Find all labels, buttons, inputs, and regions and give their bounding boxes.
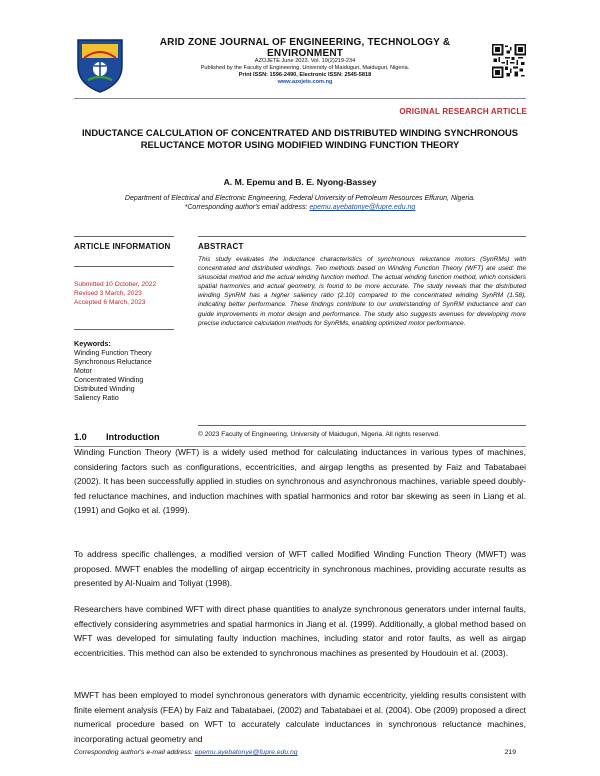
corresponding-email-link[interactable]: epemu.ayebatonye@fupre.edu.ng <box>309 204 416 211</box>
page-number: 219 <box>504 749 516 756</box>
abstract-bottom-rule <box>198 425 526 426</box>
abstract-heading: ABSTRACT <box>198 242 244 251</box>
keyword: Winding Function Theory <box>74 350 152 357</box>
journal-title: ARID ZONE JOURNAL OF ENGINEERING, TECHNOLOGY & ENVIRONMENT <box>159 37 451 59</box>
body-paragraph: Researchers have combined WFT with direct phase quantities to analyze synchronous generators under internal faults, effectively considering asymmetries and spatial harmonics in Jiang et al. (1999). Additionally, a global method based on WFT was developed for simulating faulty induction machines, including stator and rotor faults, as well as airgap eccentricities. This method can also be extended to synchronous machines as presented by Houdouin et al. (2003). <box>74 604 526 658</box>
authors: A. M. Epemu and B. E. Nyong-Bassey <box>223 177 377 187</box>
dates-rule <box>74 329 174 330</box>
keyword: Synchronous Reluctance <box>74 359 152 366</box>
article-type: ORIGINAL RESEARCH ARTICLE <box>399 107 527 116</box>
qr-code-icon <box>492 44 526 78</box>
info-heading-rule <box>74 266 174 267</box>
body-paragraph: Winding Function Theory (WFT) is a widely used method for calculating inductances in various types of machines, considering factors such as configurations, eccentricities, and airgap lengths as presented by Faiz and Tabatabaei (2002). It has been successfully applied in studies on synchronous and asynchronous machines, variable speed doubly-fed reluctance machines, and induction machines with spatial harmonics and rotor bar skewing as seen in Liang et al. (1991) and Gojko et al. (1999). <box>74 447 526 515</box>
corresponding-label: *Corresponding author's email address: <box>184 204 308 211</box>
footer-label: Corresponding author's e-mail address: <box>74 749 193 756</box>
keyword: Distributed Winding <box>74 386 135 393</box>
issue-line: AZOJETE June 2023. Vol. 19(2)219-234 <box>254 58 356 64</box>
website-link[interactable]: www.azojete.com.ng <box>277 79 333 85</box>
paper-title: INDUCTANCE CALCULATION OF CONCENTRATED AND DISTRIBUTED WINDING SYNCHRONOUS RELUCTANCE MOTOR USING MODIFIED WINDING FUNCTION THEORY <box>81 127 519 150</box>
submitted-date: Submitted 10 October, 2022 <box>74 281 157 288</box>
section-title: Introduction <box>106 432 160 442</box>
article-info-heading: ARTICLE INFORMATION <box>74 242 171 251</box>
section-heading <box>74 432 160 442</box>
article-dates <box>74 280 204 307</box>
body-paragraph: To address specific challenges, a modified version of WFT called Modified Winding Function Theory (MWFT) was proposed. MWFT enables the modelling of airgap eccentricity in synchronous machines, providing accurate results as presented by Al-Nuaim and Toliyat (1998). <box>74 549 526 588</box>
info-top-rule <box>74 236 174 237</box>
keyword: Concentrated Winding <box>74 377 144 384</box>
keywords-list <box>74 349 204 403</box>
issn-line: Print ISSN: 1596-2490, Electronic ISSN: 2545-5818 <box>238 72 372 78</box>
copyright-notice: © 2023 Faculty of Engineering, University of Maiduguri, Nigeria. All rights reserved. <box>198 431 440 438</box>
section-number: 1.0 <box>74 432 87 442</box>
header-divider <box>74 98 526 99</box>
publisher-line: Published by the Faculty of Engineering, University of Maiduguri, Maiduguri, Nigeria. <box>200 65 410 71</box>
footer-email-link[interactable]: epemu.ayebatonye@fupre.edu.ng <box>194 749 298 756</box>
accepted-date: Accepted 6 March, 2023 <box>74 299 146 306</box>
page-footer <box>74 749 526 756</box>
publication-info <box>140 58 470 86</box>
body-paragraph: MWFT has been employed to model synchronous generators with dynamic eccentricity, yielding results consistent with finite element analysis (FEA) by Faiz and Tabatabaei, (2002) and Tabatabaei et al. (2004). Obe (2009) proposed a direct numerical procedure based on WFT to accurately calculate inductances in synchronous reluctance machines, incorporating actual geometry and <box>74 690 526 744</box>
affiliation: Department of Electrical and Electronic Engineering, Federal University of Petroleum Resources Effurun, Nigeria. <box>124 195 476 202</box>
abstract-text: This study evaluates the inductance characteristics of synchronous reluctance motors (SynRMs) with concentrated and distributed windings. Two methods based on Winding Function Theory (WFT) are used: the sinusoidal method and the actual winding function method. The actual winding function method, which considers spatial harmonics and actual geometry, is found to be more accurate. The study reveals that the distributed winding SynRM has a higher saliency ratio (2.10) compared to the concentrated winding SynRM (1.58), indicating better performance. These findings contribute to our understanding of SynRM inductance and can guide improvements in motor design and performance. The study also suggests avenues for developing more precise inductance calculation methods for SynRMs, enabling optimized motor performance. <box>198 256 526 327</box>
revised-date: Revised 3 March, 2023 <box>74 290 142 297</box>
abstract-top-rule <box>198 236 526 237</box>
keyword: Motor <box>74 368 92 375</box>
journal-logo <box>74 36 126 94</box>
affiliation-block <box>74 194 526 212</box>
keywords-heading: Keywords: <box>74 339 111 348</box>
keyword: Saliency Ratio <box>74 395 119 402</box>
